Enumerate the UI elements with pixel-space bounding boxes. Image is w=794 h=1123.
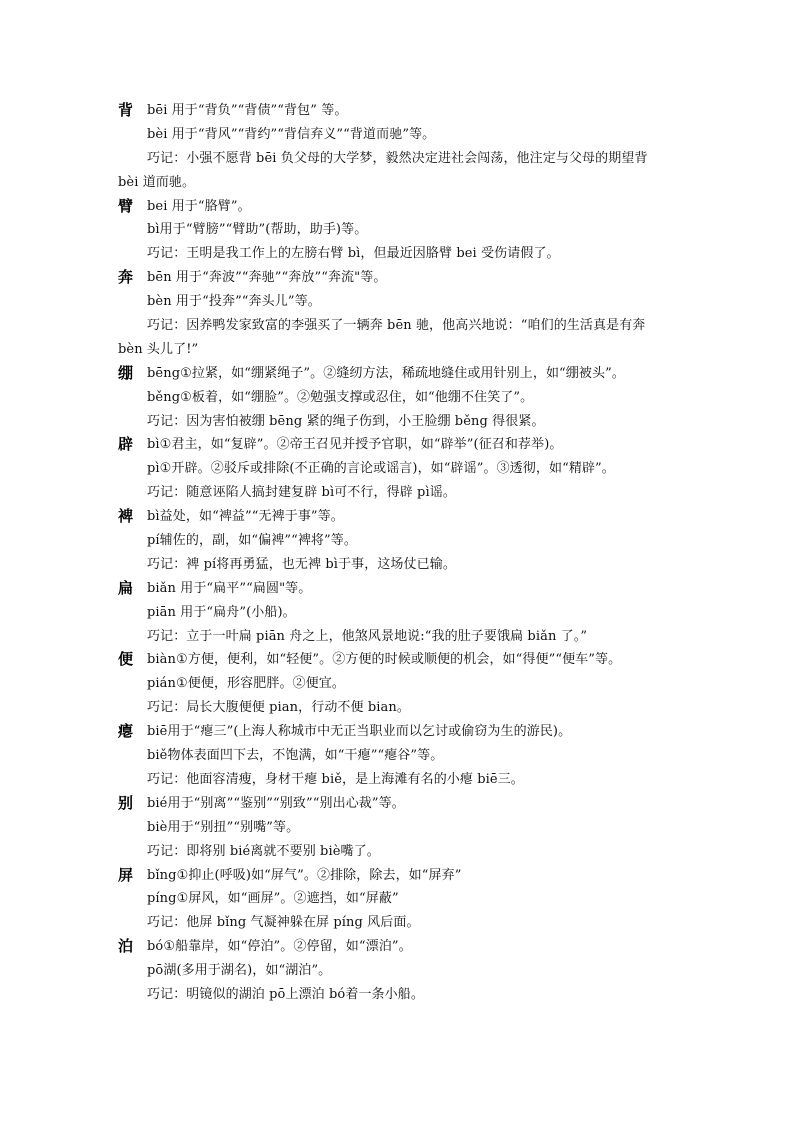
reading-line: pō湖(多用于湖名)，如“湖泊”。 bbox=[147, 963, 332, 979]
entry-block bbox=[118, 648, 678, 720]
entry-block bbox=[118, 864, 678, 936]
reading-line: bié用于“别离”“鉴别”“别致”“别出心裁”等。 bbox=[147, 795, 405, 811]
mnemonic-line: 巧记：小强不愿背 bēi 负父母的大学梦，毅然决定进社会闯荡，他注定与父母的期望背 bbox=[147, 150, 648, 166]
reading-line: bèn 用于“投奔”“奔头儿”等。 bbox=[147, 294, 321, 310]
reading-line: biē用于“瘪三”(上海人称城市中无正当职业而以乞讨或偷窃为生的游民)。 bbox=[147, 724, 572, 740]
entry-block bbox=[118, 792, 678, 864]
reading-line: bei 用于“胳臂”。 bbox=[147, 198, 251, 214]
mnemonic-line: 巧记：因为害怕被绷 bēng 紧的绳子伤到，小王脸绷 běng 得很紧。 bbox=[147, 413, 545, 429]
entry-character: 别 bbox=[118, 793, 134, 812]
entry-block bbox=[118, 362, 678, 434]
entry-block bbox=[118, 935, 678, 1007]
reading-line: bēi 用于“背负”“背债”“背包” 等。 bbox=[147, 103, 348, 118]
entry-character: 背 bbox=[118, 101, 134, 119]
reading-line: bì①君主，如“复辟”。②帝王召见并授予官职，如“辟举”(征召和荐举)。 bbox=[147, 437, 563, 453]
entry-block bbox=[118, 505, 678, 577]
continuation-line: bèn 头儿了!” bbox=[118, 341, 199, 357]
entry-character: 臂 bbox=[118, 196, 134, 215]
reading-line: biě物体表面凹下去，不饱满，如“干瘪”“瘪谷”等。 bbox=[147, 748, 444, 764]
reading-line: bēng①拉紧，如“绷紧绳子”。②缝纫方法，稀疏地缝住或用针别上，如“绷被头”。 bbox=[147, 365, 625, 381]
reading-line: běng①板着，如“绷脸”。②勉强支撑或忍住，如“他绷不住笑了”。 bbox=[147, 389, 534, 405]
reading-line: biǎn 用于“扁平”“扁圆"等。 bbox=[147, 580, 312, 596]
reading-line: bèi 用于“背风”“背约”“背信弃义”“背道而驰”等。 bbox=[147, 126, 436, 142]
entry-block bbox=[118, 433, 678, 505]
mnemonic-line: 巧记：立于一叶扁 piān 舟之上，他煞风景地说:“我的肚子要饿扁 biǎn 了。” bbox=[147, 628, 588, 644]
entry-block bbox=[118, 577, 678, 649]
continuation-line: bèi 道而驰。 bbox=[118, 174, 196, 190]
reading-line: bǐng①抑止(呼吸)如“屏气”。②排除，除去，如“屏弃” bbox=[147, 867, 462, 883]
mnemonic-line: 巧记：裨 pí将再勇猛，也无裨 bì于事，这场仗已输。 bbox=[147, 556, 456, 572]
reading-line: piān 用于“扁舟”(小船)。 bbox=[147, 604, 296, 620]
reading-line: bēn 用于“奔波”“奔驰”“奔放”“奔流"等。 bbox=[147, 270, 387, 286]
entry-character: 瘪 bbox=[118, 722, 134, 741]
reading-line: bì用于“臂膀”“臂助”(帮助，助手)等。 bbox=[147, 222, 368, 238]
reading-line: biàn①方便，便利，如“轻便”。②方便的时候或顺便的机会，如“得便”“便车”等。 bbox=[147, 652, 622, 668]
entry-block bbox=[118, 266, 678, 362]
mnemonic-line: 巧记：随意诬陷人搞封建复辟 bì可不行，得辟 pì谣。 bbox=[147, 485, 456, 501]
reading-line: píng①屏风，如“画屏”。②遮挡，如“屏蔽” bbox=[147, 891, 399, 907]
entry-character: 便 bbox=[118, 650, 134, 669]
reading-line: pián①便便，形容肥胖。②便宜。 bbox=[147, 676, 345, 692]
mnemonic-line: 巧记：局长大腹便便 pian，行动不便 bian。 bbox=[147, 700, 410, 716]
entry-character: 屏 bbox=[118, 865, 134, 884]
entry-character: 辟 bbox=[118, 435, 134, 454]
entry-block bbox=[118, 99, 678, 195]
entry-character: 裨 bbox=[118, 507, 134, 526]
mnemonic-line: 巧记：王明是我工作上的左膀右臂 bì，但最近因胳臂 bei 受伤请假了。 bbox=[147, 246, 560, 262]
mnemonic-line: 巧记：他面容清瘦，身材干瘪 biě，是上海滩有名的小瘪 biē三。 bbox=[147, 771, 524, 787]
reading-line: bì益处，如“裨益”“无裨于事”等。 bbox=[147, 509, 344, 525]
mnemonic-line: 巧记：即将别 bié离就不要别 biè嘴了。 bbox=[147, 843, 380, 859]
entry-character: 泊 bbox=[118, 937, 134, 956]
mnemonic-line: 巧记：因养鸭发家致富的李强买了一辆奔 bēn 驰，他高兴地说：“咱们的生活真是有奔 bbox=[147, 318, 646, 334]
reading-line: biè用于“别扭”“别嘴”等。 bbox=[147, 819, 300, 835]
reading-line: bó①船靠岸，如“停泊”。②停留，如“漂泊”。 bbox=[147, 939, 412, 955]
mnemonic-line: 巧记：他屏 bǐng 气凝神躲在屏 píng 风后面。 bbox=[147, 915, 420, 931]
entry-block bbox=[118, 720, 678, 792]
reading-line: pí辅佐的，副，如“偏裨”“裨将”等。 bbox=[147, 533, 357, 549]
entry-block bbox=[118, 195, 678, 267]
entry-character: 奔 bbox=[118, 268, 134, 287]
dictionary-entries bbox=[118, 99, 678, 1007]
mnemonic-line: 巧记：明镜似的湖泊 pō上漂泊 bó着一条小船。 bbox=[147, 986, 424, 1002]
entry-character: 扁 bbox=[118, 578, 134, 597]
entry-character: 绷 bbox=[118, 363, 134, 382]
reading-line: pì①开辟。②驳斥或排除(不正确的言论或谣言)，如“辟谣”。③透彻，如“精辟”。 bbox=[147, 461, 615, 477]
